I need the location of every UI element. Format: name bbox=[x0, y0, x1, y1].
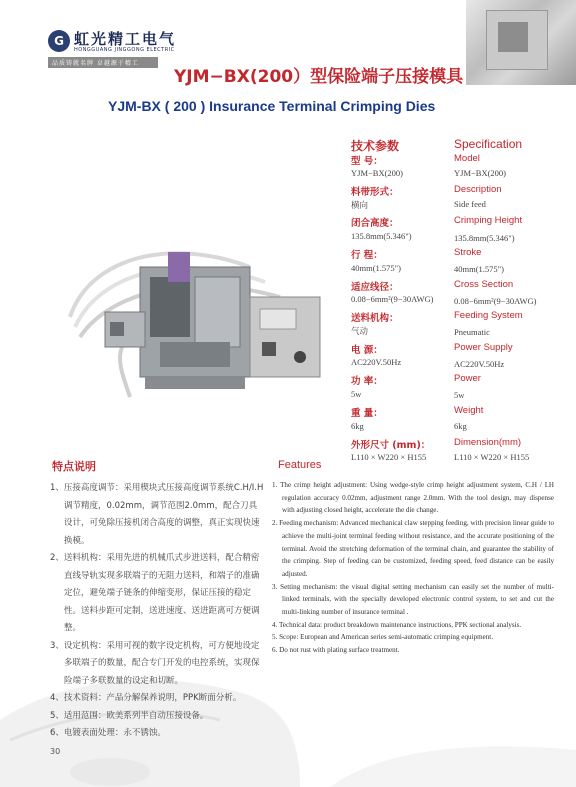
feature-item-cn: 1、压接高度调节：采用楔块式压接高度调节系统C.H/I.H调节精度，0.02mm，调节范围2.0mm，配合刀具设计，可免除压接机闭合高度的调整，真正实现快速换模。 bbox=[50, 483, 264, 546]
spec-label-cn: 重 量： bbox=[351, 408, 383, 419]
spec-value-en: L110 × W220 × H155 bbox=[454, 452, 530, 462]
spec-label-cn: 送料机构： bbox=[351, 313, 399, 324]
feature-item-en: 5. Scope: European and American series semi-automatic crimping equipment. bbox=[272, 633, 494, 642]
spec-value-en: 0.08−6mm²(9−30AWG) bbox=[454, 296, 537, 306]
spec-label-cn: 功 率： bbox=[351, 376, 383, 387]
spec-value-en: 5w bbox=[454, 390, 465, 400]
spec-label-cn: 料带形式： bbox=[351, 187, 399, 198]
brand-slogan: 品质铸就名牌 卓越源于精工 bbox=[52, 60, 139, 67]
spec-label-cn: 电 源： bbox=[351, 345, 383, 356]
spec-label-en: Description bbox=[454, 184, 502, 195]
spec-label-en: Power bbox=[454, 373, 481, 384]
feature-item-en: 4. Technical data: product breakdown maintenance instructions, PPK sectional analysis. bbox=[272, 620, 522, 629]
spec-value-en: 135.8mm(5.346") bbox=[454, 233, 515, 243]
spec-label-cn: 适应线径： bbox=[351, 282, 399, 293]
page-number: 30 bbox=[50, 747, 61, 756]
brand-name-cn: 虹光精工电气 bbox=[74, 30, 177, 48]
machine-photo bbox=[50, 197, 340, 417]
spec-value-cn: AC220V.50Hz bbox=[351, 357, 402, 367]
spec-label-en: Cross Section bbox=[454, 279, 514, 290]
spec-value-cn: L110 × W220 × H155 bbox=[351, 452, 427, 462]
spec-header-cn: 技术参数 bbox=[351, 139, 400, 153]
spec-label-en: Model bbox=[454, 153, 480, 164]
features-list-cn bbox=[50, 480, 264, 743]
feature-item-en: 3. Setting mechanism: the visual digital setting mechanism can easily set the number of multi-linked terminals, with the specially developed electronic control system, to set and cut the multi-linking number of insurance terminal . bbox=[272, 582, 554, 617]
feature-item-en: 1. The crimp height adjustment: Using wedge-style crimp height adjustment system, C.H / I.H regulation accuracy 0.02mm, adjustment range 2.0mm. With the tool design, may dispense with adjusting closed height, accelerate the die change. bbox=[272, 481, 554, 515]
spec-label-cn: 型 号： bbox=[351, 156, 383, 167]
spec-header-en: Specification bbox=[454, 137, 523, 151]
feature-item-cn: 4、技术资料：产品分解保养说明，PPK断面分析。 bbox=[50, 693, 242, 703]
page-title-cn: YJM−BX(200）型保险端子压接模具 bbox=[174, 67, 464, 87]
spec-label-en: Feeding System bbox=[454, 310, 523, 321]
feature-item-cn: 5、适用范围：欧美系列半自动压接设备。 bbox=[50, 710, 209, 721]
spec-value-en: 6kg bbox=[454, 421, 467, 431]
spec-label-en: Stroke bbox=[454, 247, 482, 258]
spec-value-cn: 横向 bbox=[351, 200, 369, 210]
spec-label-en: Crimping Height bbox=[454, 215, 523, 226]
feature-item-en: 2. Feeding mechanism: Advanced mechanical claw stepping feeding, with precision linear guide to achieve the multi-joint terminal feeding without resistance, and the accurate positioning of the terminal. Avoid the stretching deformation of the terminal chain, and guarantee the stability of the crimping. Step of feeding can be customized, feeding speed, feed distance can be easily adjusted. bbox=[272, 519, 554, 578]
spec-value-cn: 135.8mm(5.346") bbox=[351, 231, 412, 241]
spec-label-cn: 外形尺寸 (mm)： bbox=[351, 440, 431, 451]
features-title-en: Features bbox=[278, 459, 322, 471]
spec-label-en: Power Supply bbox=[454, 342, 513, 353]
logo-mark-icon: G bbox=[48, 30, 70, 52]
spec-value-en: 40mm(1.575") bbox=[454, 264, 504, 274]
page-title-en: YJM-BX ( 200 ) Insurance Terminal Crimping Dies bbox=[108, 98, 436, 114]
spec-value-cn: 气动 bbox=[351, 326, 369, 336]
spec-label-cn: 行 程： bbox=[351, 250, 383, 261]
header-machine-photo bbox=[466, 0, 576, 85]
spec-label-cn: 闭合高度： bbox=[351, 218, 399, 229]
feature-item-cn: 3、设定机构：采用可视的数字设定机构，可方便地设定多联端子的数量，配合专门开发的电控系统，实现保险端子多联数量的设定和切断。 bbox=[50, 640, 260, 686]
features-list-en bbox=[272, 479, 554, 657]
feature-item-en: 6. Do not rust with plating surface treatment. bbox=[272, 646, 400, 655]
spec-value-en: YJM−BX(200) bbox=[454, 168, 507, 178]
spec-value-cn: 40mm(1.575") bbox=[351, 263, 401, 273]
spec-value-en: Side feed bbox=[454, 199, 486, 209]
feature-item-cn: 2、送料机构：采用先进的机械爪式步进送料，配合精密直线导轨实现多联端子的无阻力送料，和端子的准确定位，避免端子链条的伸缩变形，保证压接的稳定性。送料步距可定制，送进速度、送进距离可方便调整。 bbox=[50, 553, 260, 633]
spec-value-cn: YJM−BX(200) bbox=[351, 168, 404, 178]
features-title-cn: 特点说明 bbox=[52, 460, 96, 473]
spec-value-cn: 0.08−6mm²(9−30AWG) bbox=[351, 294, 434, 304]
spec-value-cn: 6kg bbox=[351, 421, 364, 431]
spec-value-en: Pneumatic bbox=[454, 327, 490, 337]
spec-label-en: Weight bbox=[454, 405, 484, 416]
spec-label-en: Dimension(mm) bbox=[454, 437, 522, 448]
spec-value-cn: 5w bbox=[351, 389, 362, 399]
brand-name-en: HONGGUANG JINGGONG ELECTRIC bbox=[74, 47, 175, 53]
spec-value-en: AC220V.50Hz bbox=[454, 359, 505, 369]
feature-item-cn: 6、电镀表面处理：永不锈蚀。 bbox=[50, 728, 166, 738]
